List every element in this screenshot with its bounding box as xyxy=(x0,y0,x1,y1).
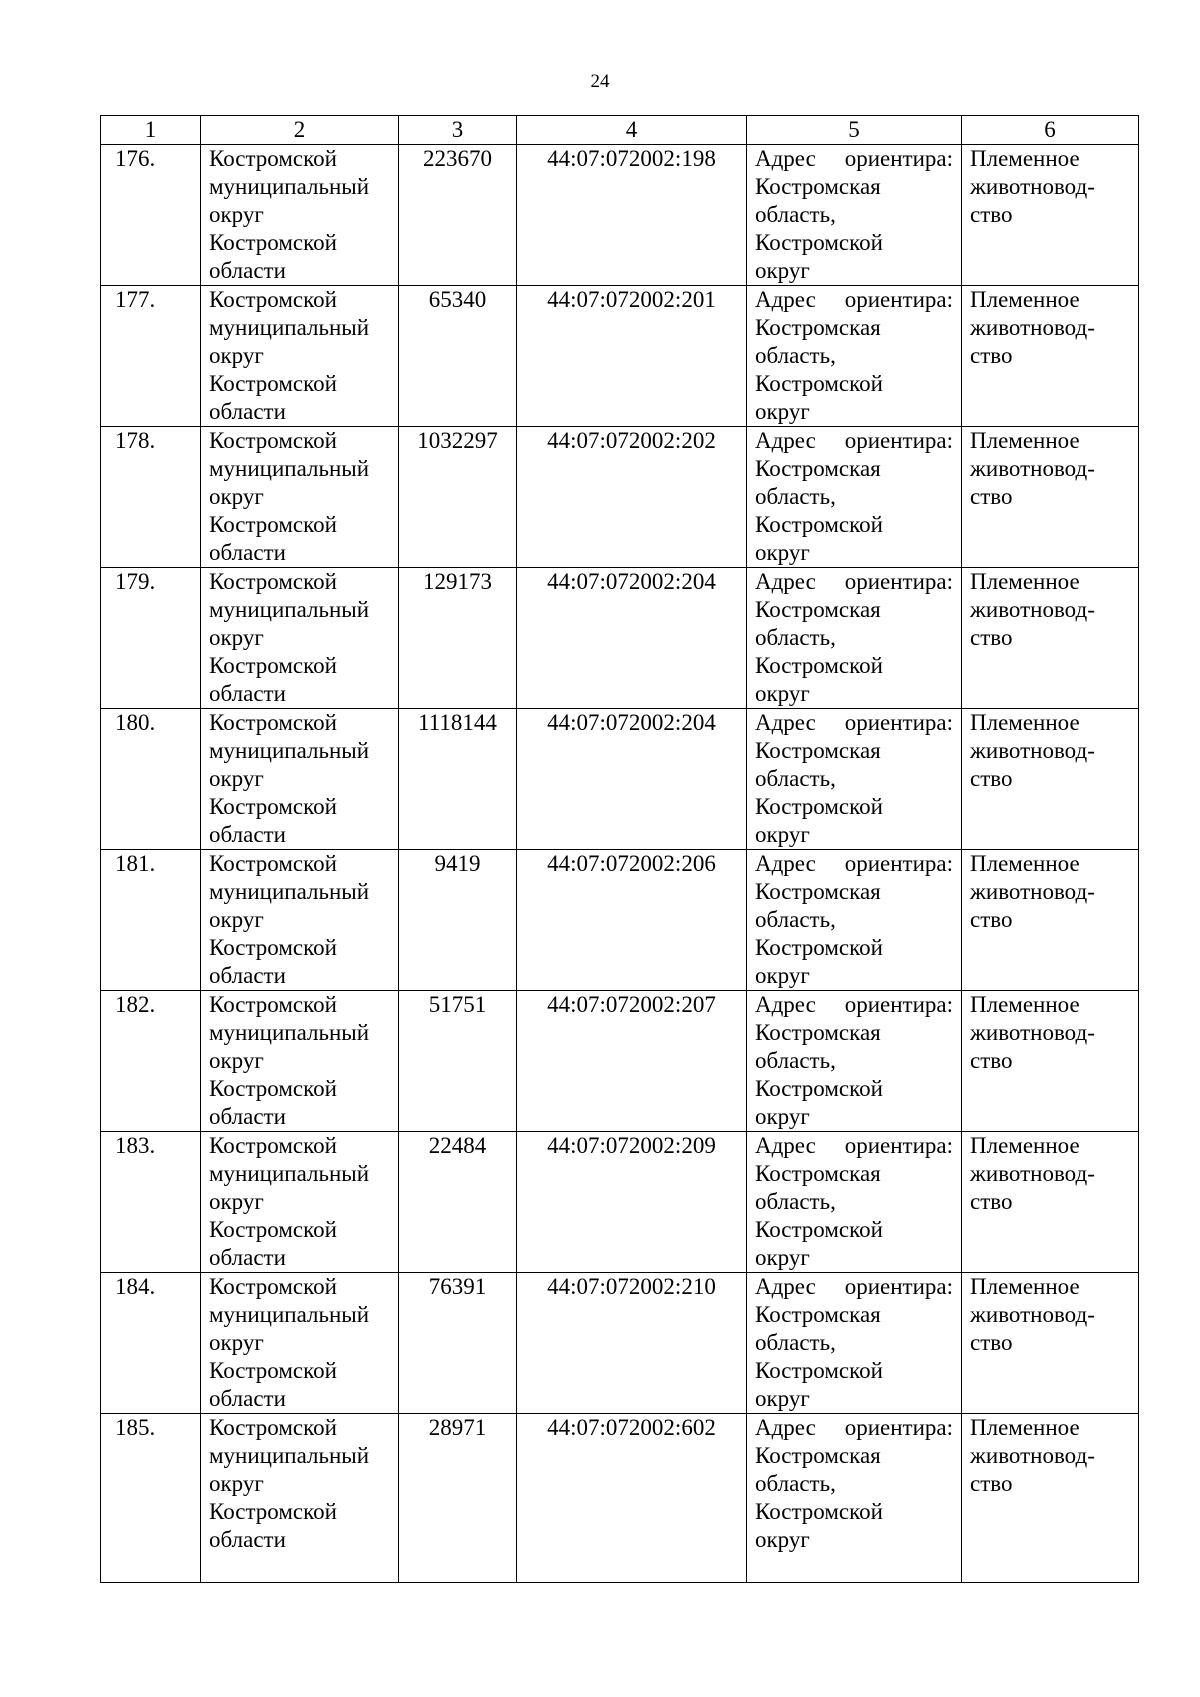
column-header: 4 xyxy=(517,116,747,145)
area-cell: 9419 xyxy=(399,850,517,991)
permitted-use-cell xyxy=(962,145,1139,286)
municipality-cell xyxy=(201,850,399,991)
column-header: 6 xyxy=(962,116,1139,145)
area-cell: 28971 xyxy=(399,1414,517,1583)
cell-line: округ xyxy=(755,963,810,988)
cell-line: области xyxy=(209,399,286,424)
cell-line: Костромской xyxy=(755,794,883,819)
cell-line: область, xyxy=(755,343,836,368)
address-cell xyxy=(747,286,962,427)
cell-line xyxy=(755,850,953,878)
cell-line: Костромской xyxy=(755,935,883,960)
column-header: 1 xyxy=(101,116,201,145)
land-plots-table xyxy=(100,115,1139,1583)
table-row xyxy=(101,427,1139,568)
address-word: ориентира: xyxy=(844,710,953,735)
cadastral-number-cell: 44:07:072002:201 xyxy=(517,286,747,427)
municipality-cell xyxy=(201,991,399,1132)
cell-line: Костромской xyxy=(209,1217,337,1242)
cell-line: Костромская xyxy=(755,738,881,763)
cell-line: Костромской xyxy=(755,1358,883,1383)
cell-line: округ xyxy=(755,1527,810,1552)
cadastral-number-cell: 44:07:072002:206 xyxy=(517,850,747,991)
cell-line: область, xyxy=(755,1048,836,1073)
cell-line: муниципальный xyxy=(209,597,370,622)
municipality-cell xyxy=(201,1273,399,1414)
cell-line: животновод- xyxy=(970,1161,1095,1186)
address-word: ориентира: xyxy=(844,569,953,594)
cell-line: Костромской xyxy=(209,1133,337,1158)
cell-line: округ xyxy=(209,625,264,650)
cell-line: Племенное xyxy=(970,569,1080,594)
address-word: Адрес xyxy=(755,1415,816,1440)
address-word: Адрес xyxy=(755,569,816,594)
address-cell xyxy=(747,991,962,1132)
cell-line: округ xyxy=(209,907,264,932)
address-word: ориентира: xyxy=(844,1415,953,1440)
cell-line: Племенное xyxy=(970,146,1080,171)
area-cell: 76391 xyxy=(399,1273,517,1414)
cell-line: Костромской xyxy=(209,428,337,453)
table-row xyxy=(101,709,1139,850)
cell-line: ство xyxy=(970,1189,1013,1214)
table-row xyxy=(101,850,1139,991)
cell-line: область, xyxy=(755,766,836,791)
cell-line: округ xyxy=(209,1048,264,1073)
address-cell xyxy=(747,1132,962,1273)
cell-line: животновод- xyxy=(970,315,1095,340)
area-cell: 223670 xyxy=(399,145,517,286)
cell-line: животновод- xyxy=(970,174,1095,199)
cell-line: животновод- xyxy=(970,456,1095,481)
permitted-use-cell xyxy=(962,850,1139,991)
cell-line: округ xyxy=(755,1245,810,1270)
cell-line xyxy=(755,568,953,596)
cell-line: Костромской xyxy=(209,569,337,594)
address-cell xyxy=(747,427,962,568)
table-row xyxy=(101,991,1139,1132)
cell-line: животновод- xyxy=(970,738,1095,763)
cell-line: области xyxy=(209,1104,286,1129)
cadastral-number-cell: 44:07:072002:204 xyxy=(517,709,747,850)
address-cell xyxy=(747,1273,962,1414)
area-cell: 1118144 xyxy=(399,709,517,850)
cell-line: Костромской xyxy=(209,710,337,735)
column-header: 3 xyxy=(399,116,517,145)
cell-line: Костромской xyxy=(755,512,883,537)
cell-line: Племенное xyxy=(970,992,1080,1017)
cell-line xyxy=(755,709,953,737)
cell-line: Костромской xyxy=(209,371,337,396)
cell-line xyxy=(755,1414,953,1442)
cell-line: Костромской xyxy=(755,371,883,396)
cell-line: Костромская xyxy=(755,1443,881,1468)
cell-line: ство xyxy=(970,625,1013,650)
address-cell xyxy=(747,145,962,286)
row-number-cell: 181. xyxy=(101,850,201,991)
cell-line: муниципальный xyxy=(209,879,370,904)
cell-line: животновод- xyxy=(970,597,1095,622)
cell-line: Костромской xyxy=(209,230,337,255)
area-cell: 22484 xyxy=(399,1132,517,1273)
permitted-use-cell xyxy=(962,1132,1139,1273)
cell-line: область, xyxy=(755,625,836,650)
permitted-use-cell xyxy=(962,1414,1139,1583)
address-word: ориентира: xyxy=(844,287,953,312)
address-word: Адрес xyxy=(755,146,816,171)
address-word: ориентира: xyxy=(844,146,953,171)
cell-line: ство xyxy=(970,343,1013,368)
cell-line: округ xyxy=(755,681,810,706)
cell-line: округ xyxy=(209,484,264,509)
cell-line: области xyxy=(209,681,286,706)
address-cell xyxy=(747,568,962,709)
address-word: Адрес xyxy=(755,1274,816,1299)
cell-line: Племенное xyxy=(970,710,1080,735)
cell-line: округ xyxy=(209,202,264,227)
page-number: 24 xyxy=(590,71,610,92)
address-word: ориентира: xyxy=(844,1133,953,1158)
cell-line xyxy=(755,427,953,455)
row-number-cell: 176. xyxy=(101,145,201,286)
cadastral-number-cell: 44:07:072002:602 xyxy=(517,1414,747,1583)
cell-line: область, xyxy=(755,1189,836,1214)
cell-line: животновод- xyxy=(970,1020,1095,1045)
cell-line: Костромской xyxy=(209,146,337,171)
area-cell: 51751 xyxy=(399,991,517,1132)
cadastral-number-cell: 44:07:072002:207 xyxy=(517,991,747,1132)
cell-line: Племенное xyxy=(970,1415,1080,1440)
cell-line: область, xyxy=(755,1471,836,1496)
cell-line: Костромская xyxy=(755,1302,881,1327)
cell-line: область, xyxy=(755,202,836,227)
municipality-cell xyxy=(201,1414,399,1583)
cell-line: области xyxy=(209,1386,286,1411)
cell-line: ство xyxy=(970,1048,1013,1073)
cell-line: муниципальный xyxy=(209,456,370,481)
permitted-use-cell xyxy=(962,427,1139,568)
municipality-cell xyxy=(201,709,399,850)
cell-line: Костромской xyxy=(209,935,337,960)
cell-line: Племенное xyxy=(970,851,1080,876)
address-word: Адрес xyxy=(755,851,816,876)
cell-line: Костромской xyxy=(209,794,337,819)
cell-line: Костромской xyxy=(209,512,337,537)
cell-line: Костромская xyxy=(755,1161,881,1186)
row-number-cell: 185. xyxy=(101,1414,201,1583)
cadastral-number-cell: 44:07:072002:209 xyxy=(517,1132,747,1273)
cell-line: Костромской xyxy=(209,287,337,312)
cell-line: области xyxy=(209,822,286,847)
cell-line: Племенное xyxy=(970,1274,1080,1299)
table-row xyxy=(101,1132,1139,1273)
row-number-cell: 179. xyxy=(101,568,201,709)
cell-line: муниципальный xyxy=(209,315,370,340)
table-row xyxy=(101,1414,1139,1583)
column-header: 5 xyxy=(747,116,962,145)
cell-line xyxy=(755,1132,953,1160)
address-word: ориентира: xyxy=(844,851,953,876)
address-word: ориентира: xyxy=(844,428,953,453)
address-word: Адрес xyxy=(755,428,816,453)
table-row xyxy=(101,286,1139,427)
cadastral-number-cell: 44:07:072002:202 xyxy=(517,427,747,568)
cell-line: ство xyxy=(970,202,1013,227)
cell-line: Костромской xyxy=(209,851,337,876)
cell-line: муниципальный xyxy=(209,1443,370,1468)
municipality-cell xyxy=(201,286,399,427)
cell-line xyxy=(755,145,953,173)
address-word: Адрес xyxy=(755,287,816,312)
cell-line: округ xyxy=(209,1189,264,1214)
cell-line: области xyxy=(209,963,286,988)
cell-line: области xyxy=(209,1245,286,1270)
permitted-use-cell xyxy=(962,286,1139,427)
cell-line: Костромской xyxy=(209,1499,337,1524)
cell-line: Костромской xyxy=(209,1358,337,1383)
cell-line: Костромской xyxy=(209,992,337,1017)
table-row xyxy=(101,145,1139,286)
cell-line: Костромская xyxy=(755,879,881,904)
cell-line: область, xyxy=(755,1330,836,1355)
row-number-cell: 178. xyxy=(101,427,201,568)
row-number-cell: 177. xyxy=(101,286,201,427)
cell-line: Костромской xyxy=(755,1217,883,1242)
cell-line: округ xyxy=(755,540,810,565)
permitted-use-cell xyxy=(962,1273,1139,1414)
cell-line: муниципальный xyxy=(209,1302,370,1327)
cell-line: округ xyxy=(755,399,810,424)
cell-line: Костромской xyxy=(209,653,337,678)
address-word: ориентира: xyxy=(844,992,953,1017)
cell-line: ство xyxy=(970,484,1013,509)
table-row xyxy=(101,1273,1139,1414)
cell-line: Костромской xyxy=(209,1415,337,1440)
cell-line: Костромская xyxy=(755,597,881,622)
area-cell: 65340 xyxy=(399,286,517,427)
cell-line: животновод- xyxy=(970,1443,1095,1468)
address-word: Адрес xyxy=(755,1133,816,1158)
cell-line: животновод- xyxy=(970,1302,1095,1327)
cell-line: округ xyxy=(755,258,810,283)
cell-line: Племенное xyxy=(970,287,1080,312)
cell-line: Костромская xyxy=(755,456,881,481)
cell-line: муниципальный xyxy=(209,1020,370,1045)
cell-line xyxy=(755,991,953,1019)
column-header: 2 xyxy=(201,116,399,145)
cell-line: ство xyxy=(970,1471,1013,1496)
municipality-cell xyxy=(201,427,399,568)
cell-line: область, xyxy=(755,484,836,509)
row-number-cell: 182. xyxy=(101,991,201,1132)
cell-line: Костромской xyxy=(755,1076,883,1101)
address-word: Адрес xyxy=(755,992,816,1017)
cell-line: области xyxy=(209,258,286,283)
municipality-cell xyxy=(201,1132,399,1273)
cell-line: области xyxy=(209,540,286,565)
address-word: Адрес xyxy=(755,710,816,735)
cell-line: области xyxy=(209,1527,286,1552)
table-header-row xyxy=(101,116,1139,145)
cell-line: ство xyxy=(970,907,1013,932)
row-number-cell: 184. xyxy=(101,1273,201,1414)
table-body xyxy=(101,116,1139,1583)
cell-line: округ xyxy=(755,1386,810,1411)
cell-line: Костромской xyxy=(209,1076,337,1101)
cadastral-number-cell: 44:07:072002:204 xyxy=(517,568,747,709)
cell-line: округ xyxy=(209,1330,264,1355)
cell-line: Костромской xyxy=(209,1274,337,1299)
row-number-cell: 180. xyxy=(101,709,201,850)
cell-line: Костромская xyxy=(755,174,881,199)
cell-line: Племенное xyxy=(970,1133,1080,1158)
address-word: ориентира: xyxy=(844,1274,953,1299)
cell-line xyxy=(755,286,953,314)
row-number-cell: 183. xyxy=(101,1132,201,1273)
cell-line: округ xyxy=(209,343,264,368)
area-cell: 129173 xyxy=(399,568,517,709)
table-row xyxy=(101,568,1139,709)
municipality-cell xyxy=(201,568,399,709)
cell-line: муниципальный xyxy=(209,174,370,199)
cell-line: животновод- xyxy=(970,879,1095,904)
cell-line: ство xyxy=(970,1330,1013,1355)
address-cell xyxy=(747,1414,962,1583)
cell-line: Костромская xyxy=(755,315,881,340)
cell-line: округ xyxy=(209,766,264,791)
cell-line: Костромской xyxy=(755,230,883,255)
permitted-use-cell xyxy=(962,709,1139,850)
cell-line: ство xyxy=(970,766,1013,791)
cell-line: муниципальный xyxy=(209,1161,370,1186)
address-cell xyxy=(747,709,962,850)
cell-line xyxy=(755,1273,953,1301)
cell-line: Костромская xyxy=(755,1020,881,1045)
cell-line: Костромской xyxy=(755,1499,883,1524)
cell-line: Племенное xyxy=(970,428,1080,453)
cadastral-number-cell: 44:07:072002:210 xyxy=(517,1273,747,1414)
municipality-cell xyxy=(201,145,399,286)
area-cell: 1032297 xyxy=(399,427,517,568)
permitted-use-cell xyxy=(962,568,1139,709)
cell-line: округ xyxy=(209,1471,264,1496)
address-cell xyxy=(747,850,962,991)
cell-line: округ xyxy=(755,1104,810,1129)
cell-line: область, xyxy=(755,907,836,932)
permitted-use-cell xyxy=(962,991,1139,1132)
cell-line: Костромской xyxy=(755,653,883,678)
cadastral-number-cell: 44:07:072002:198 xyxy=(517,145,747,286)
cell-line: округ xyxy=(755,822,810,847)
cell-line: муниципальный xyxy=(209,738,370,763)
